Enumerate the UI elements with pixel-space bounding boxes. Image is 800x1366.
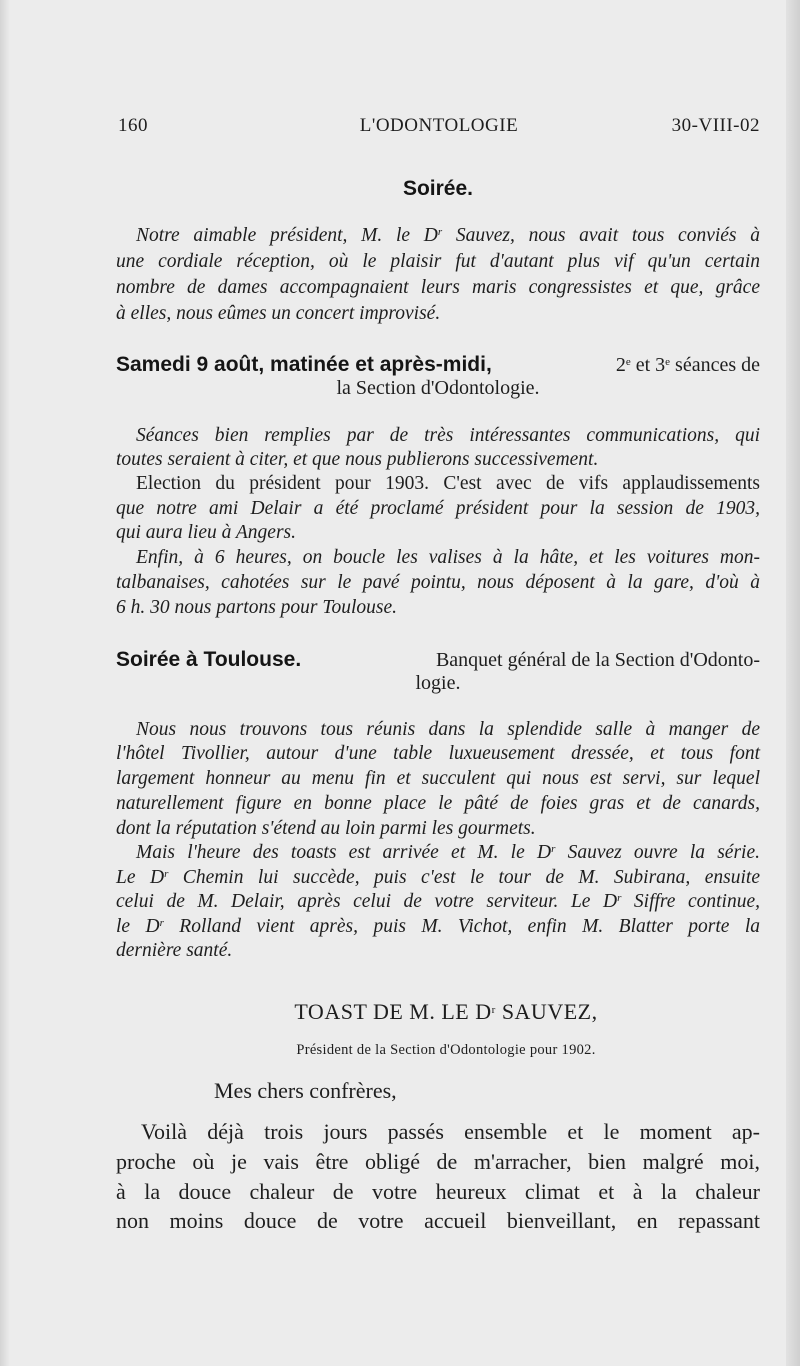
section-heading-bold: Samedi 9 août, matinée et après-midi, <box>116 353 492 376</box>
page-left-shadow <box>0 0 10 1366</box>
paragraph-line: Séances bien remplies par de très intéressantes communications, qui <box>136 425 760 446</box>
paragraph-line: le $D^r$ Rolland vient après, puis M. Vichot, enfin M. Blatter porte la <box>116 916 761 937</box>
section-heading-bold: Soirée à Toulouse. <box>116 648 302 671</box>
journal-title: L'ODONTOLOGIE <box>359 115 519 136</box>
section-heading-line2: logie. <box>415 672 461 694</box>
toast-subtitle: Président de la Section d'Odontologie pour 1902. <box>296 1042 596 1058</box>
section-title-soiree: Soirée. <box>402 177 474 200</box>
paragraph-line: à elles, nous eûmes un concert improvisé. <box>116 303 441 324</box>
issue-date: 30-VIII-02 <box>671 115 760 136</box>
paragraph-line: nombre de dames accompagnaient leurs maris congressistes et que, grâce <box>116 277 760 298</box>
paragraph-line: qui aura lieu à Angers. <box>116 522 297 543</box>
paragraph-line: celui de M. Delair, après celui de votre serviteur. Le $D^r$ Siffre continue, <box>116 891 760 912</box>
section-heading-toulouse <box>116 647 760 673</box>
paragraph-line: Le $D^r$ Chemin lui succède, puis c'est le tour de M. Subirana, ensuite <box>116 867 760 888</box>
section-heading-samedi <box>116 352 760 378</box>
toast-line: à la douce chaleur de votre heureux climat et à la chaleur <box>116 1179 760 1204</box>
paragraph-line: Notre aimable président, M. le $D^r$ Sauvez, nous avait tous conviés à <box>136 225 760 246</box>
section-heading-rest: Banquet général de la Section d'Odonto- <box>435 649 760 671</box>
toast-salutation: Mes chers confrères, <box>214 1078 397 1103</box>
paragraph-line: Mais l'heure des toasts est arrivée et M. le $D^r$ Sauvez ouvre la série. <box>136 842 760 863</box>
paragraph-line: une cordiale réception, où le plaisir fut d'autant plus vif qu'un certain <box>116 251 760 272</box>
paragraph-line: naturellement figure en bonne place le pâté de foies gras et de canards, <box>116 793 760 814</box>
paragraph-line: que notre ami Delair a été proclamé président pour la session de 1903, <box>116 498 760 519</box>
section-heading-rest: 2e et 3e séances de <box>615 354 760 376</box>
paragraph-line: talbanaises, cahotées sur le pavé pointu, nous déposent à la gare, d'où à <box>116 572 760 593</box>
paragraph-line: toutes seraient à citer, et que nous publierons successivement. <box>116 449 599 470</box>
toast-line: non moins douce de votre accueil bienveillant, en repassant <box>116 1208 760 1233</box>
toast-line: Voilà déjà trois jours passés ensemble et le moment ap- <box>141 1119 760 1144</box>
page-binding-edge <box>786 0 800 1366</box>
section-heading-line2: la Section d'Odontologie. <box>336 377 540 399</box>
page-number: 160 <box>118 115 148 136</box>
paragraph-line: 6 h. 30 nous partons pour Toulouse. <box>116 597 397 618</box>
paragraph-line: l'hôtel Tivollier, autour d'une table luxueusement dressée, et tous font <box>116 743 760 764</box>
paragraph-line: Nous nous trouvons tous réunis dans la splendide salle à manger de <box>136 719 760 740</box>
running-header <box>118 115 760 143</box>
paragraph-line: Enfin, à 6 heures, on boucle les valises à la hâte, et les voitures mon- <box>136 547 760 568</box>
toast-line: proche où je vais être obligé de m'arracher, bien malgré moi, <box>116 1149 760 1174</box>
paragraph-line: Election du président pour 1903. C'est avec de vifs applaudissements <box>136 473 760 494</box>
toast-title: TOAST DE M. LE $D^r$ SAUVEZ, <box>294 999 598 1024</box>
paragraph-line: largement honneur au menu fin et succulent qui nous est servi, sur lequel <box>116 768 760 789</box>
paragraph-line: dont la réputation s'étend au loin parmi les gourmets. <box>116 818 536 839</box>
paragraph-line: dernière santé. <box>116 940 233 961</box>
